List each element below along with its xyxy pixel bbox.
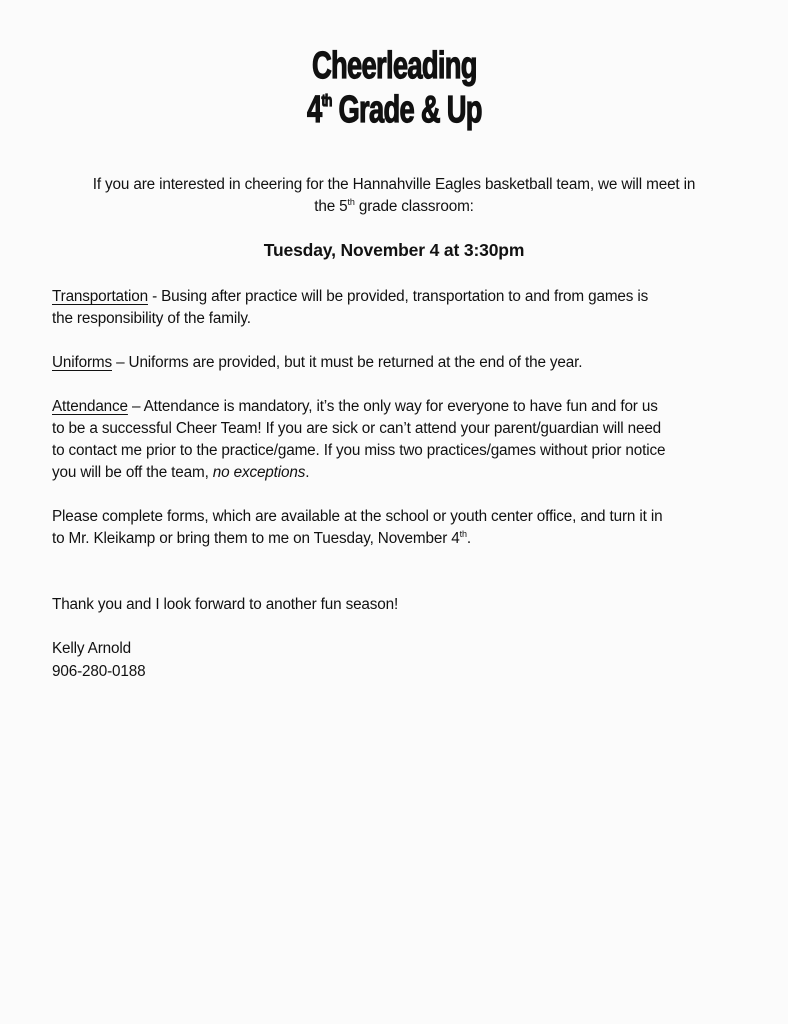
attendance-line-2: to be a successful Cheer Team! If you are sick or can’t attend your parent/guardian will need bbox=[52, 420, 662, 437]
grade-text: Grade & Up bbox=[331, 89, 482, 131]
title-line-2 bbox=[0, 89, 788, 131]
signature-phone: 906-280-0188 bbox=[52, 663, 146, 680]
intro-sup: th bbox=[347, 197, 355, 207]
closing: Thank you and I look forward to another fun season! bbox=[52, 596, 399, 613]
transportation-line-2: the responsibility of the family. bbox=[52, 310, 251, 327]
uniforms-line bbox=[52, 352, 582, 374]
attendance-text: . bbox=[305, 464, 310, 481]
transportation-text: - Busing after practice will be provided, transportation to and from games is bbox=[147, 288, 649, 305]
title-line-1 bbox=[0, 45, 788, 87]
transportation-line-1 bbox=[52, 286, 648, 308]
uniforms-heading: Uniforms bbox=[52, 354, 112, 371]
meeting-time: Tuesday, November 4 at 3:30pm bbox=[263, 240, 525, 260]
intro-line-1: If you are interested in cheering for the Hannahville Eagles basketball team, we will meet in bbox=[92, 176, 696, 193]
intro-line-2 bbox=[0, 196, 788, 218]
intro-text: grade classroom: bbox=[354, 198, 474, 215]
forms-sup: th bbox=[459, 529, 467, 539]
attendance-text: – Attendance is mandatory, it’s the only way for everyone to have fun and for us bbox=[127, 398, 658, 415]
title-text: Cheerleading bbox=[311, 45, 477, 87]
uniforms-text: – Uniforms are provided, but it must be returned at the end of the year. bbox=[112, 354, 583, 371]
intro-text: the 5 bbox=[314, 198, 348, 215]
attendance-line-3: to contact me prior to the practice/game. If you miss two practices/games without prior notice bbox=[52, 442, 666, 459]
forms-line-1: Please complete forms, which are available at the school or youth center office, and turn it in bbox=[52, 508, 663, 525]
grade-number: 4 bbox=[306, 89, 322, 131]
forms-line-2 bbox=[52, 528, 471, 550]
attendance-line-1 bbox=[52, 396, 658, 418]
signature-name: Kelly Arnold bbox=[52, 640, 131, 657]
attendance-line-4 bbox=[52, 462, 309, 484]
no-exceptions: no exceptions bbox=[212, 464, 306, 481]
attendance-heading: Attendance bbox=[52, 398, 128, 415]
forms-text: . bbox=[466, 530, 471, 547]
transportation-heading: Transportation bbox=[52, 288, 148, 305]
forms-text: to Mr. Kleikamp or bring them to me on Tuesday, November 4 bbox=[52, 530, 460, 547]
attendance-text: you will be off the team, bbox=[52, 464, 213, 481]
grade-suffix: th bbox=[321, 91, 332, 110]
